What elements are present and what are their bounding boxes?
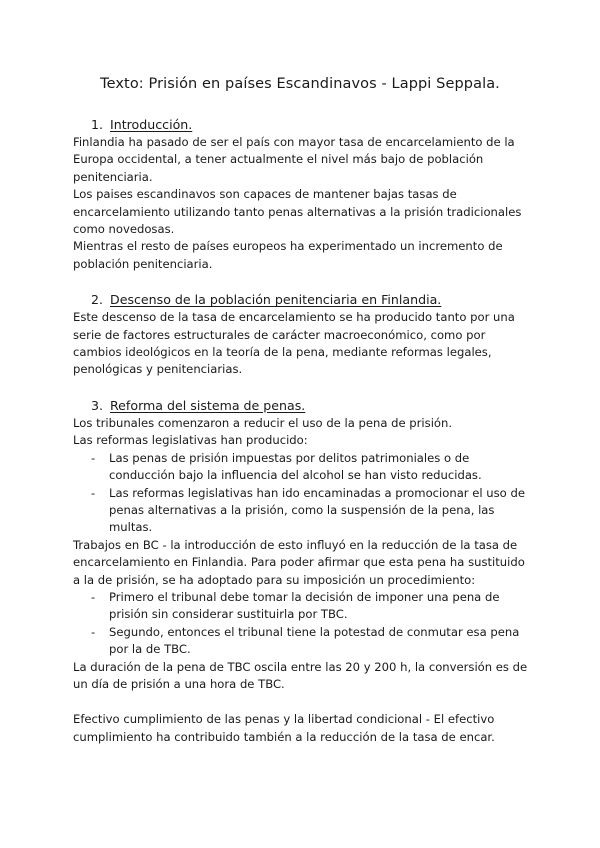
paragraph: Mientras el resto de países europeos ha experimentado un incremento de población penitenciaria.: [73, 239, 503, 271]
bullet-marker: -: [91, 485, 96, 500]
paragraph: Finlandia ha pasado de ser el país con mayor tasa de encarcelamiento de la Europa occidental, a tener actualmente el nivel más bajo de población penitenciaria.: [73, 135, 515, 184]
section-1-heading: [91, 116, 533, 134]
section-3-heading: [91, 397, 533, 415]
bullet-marker: -: [91, 450, 96, 465]
list-item-text: Segundo, entonces el tribunal tiene la potestad de conmutar esa pena por la de TBC.: [109, 624, 520, 657]
paragraph: Efectivo cumplimiento de las penas y la libertad condicional - El efectivo cumplimiento ha contribuido también a la reducción de la tasa de encar.: [73, 712, 495, 744]
list-item: [73, 450, 533, 485]
bullet-list: [73, 450, 533, 537]
section-2-heading: [91, 291, 533, 309]
list-item: [73, 589, 533, 624]
list-item-text: Las penas de prisión impuestas por delitos patrimoniales o de conducción bajo la influencia del alcohol se han visto reducidas.: [109, 450, 482, 483]
paragraph: Trabajos en BC - la introducción de esto influyó en la reducción de la tasa de encarcelamiento en Finlandia. Para poder afirmar que esta pena ha sustituido a la de prisión, se ha adoptado para su imposición un procedimiento:: [73, 537, 525, 587]
paragraph: La duración de la pena de TBC oscila entre las 20 y 200 h, la conversión es de un día de prisión a una hora de TBC.: [73, 659, 528, 691]
list-item: [73, 624, 533, 659]
bullet-list: [73, 589, 533, 659]
section-title: Reforma del sistema de penas.: [110, 397, 306, 413]
paragraph: Los tribunales comenzaron a reducir el uso de la pena de prisión.: [73, 415, 453, 430]
bullet-marker: -: [91, 589, 96, 604]
section-number: 3.: [91, 397, 104, 413]
section-number: 1.: [91, 117, 104, 132]
list-item: [73, 485, 533, 537]
list-item-text: Las reformas legislativas han ido encaminadas a promocionar el uso de penas alternativas a la prisión, como la suspensión de la pena, las multas.: [109, 485, 525, 535]
section-number: 2.: [91, 292, 104, 308]
bullet-marker: -: [91, 624, 96, 639]
section-title: Introducción.: [110, 117, 193, 132]
list-item-text: Primero el tribunal debe tomar la decisión de imponer una pena de prisión sin considerar sustituirla por TBC.: [109, 589, 500, 622]
paragraph: Este descenso de la tasa de encarcelamiento se ha producido tanto por una serie de factores estructurales de carácter macroeconómico, como por cambios ideológicos en la teoría de la pena, mediante reformas legales, penológicas y penitenciarias.: [73, 310, 515, 377]
section-title: Descenso de la población penitenciaria en Finlandia.: [110, 292, 442, 308]
document-title: Texto: Prisión en países Escandinavos - Lappi Seppala.: [100, 76, 500, 92]
paragraph: Las reformas legislativas han producido:: [73, 433, 308, 448]
paragraph: Los paises escandinavos son capaces de mantener bajas tasas de encarcelamiento utilizando tanto penas alternativas a la prisión tradicionales como novedosas.: [73, 187, 522, 237]
document-body: [73, 116, 533, 746]
